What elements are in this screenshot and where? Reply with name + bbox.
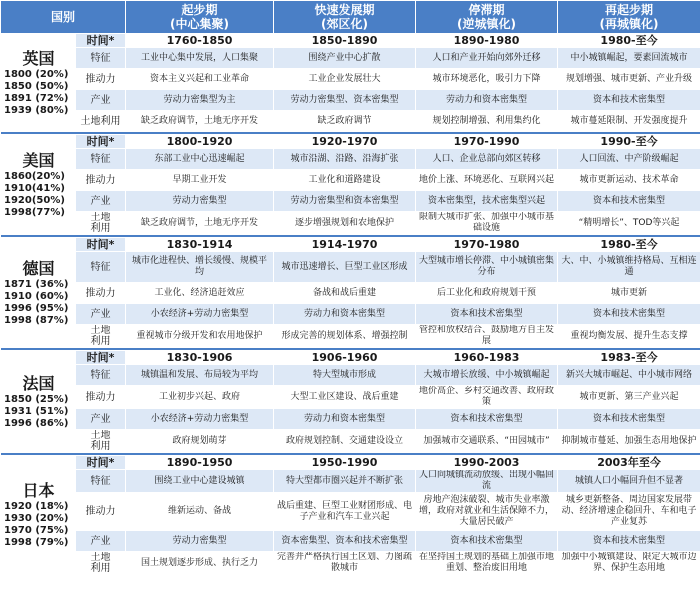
stage-cell: 人口向城镇流动放缓、出现小幅回流 [416,470,558,493]
stage-cell: 资本和技术密集型 [416,304,558,325]
stage-cell: 1990-至今 [558,135,700,149]
stage-cell: 大城市增长放缓、中小城镇崛起 [416,365,558,386]
stage-cell: 人口、企业总部向郊区转移 [416,149,558,170]
urbanization-rate: 1970 (75%) [4,525,69,536]
row-label: 土地 利用 [76,212,126,235]
time-row [1,456,700,470]
stage-cell: 小农经济+劳动力密集型 [126,304,274,325]
stage-cell: 规划增强、城市更新、产业升级 [558,69,700,90]
stage-cell: 1970-1990 [416,135,558,149]
stage-cell: 劳动力密集型 [126,531,274,552]
country-cell [1,456,76,575]
urbanization-rate: 1930 (20%) [4,513,69,524]
stage-cell: 1960-1983 [416,351,558,365]
urbanization-rate: 1910(41%) [4,182,65,194]
stage-cell: 政府规划控制、交通建设设立 [274,430,416,453]
country-cell [1,238,76,348]
stage-cell: 规划控制增强、利用集约化 [416,111,558,132]
urbanization-rate: 1800 (20%) [4,68,69,80]
stage-cell: 城市更新 [558,283,700,304]
table-row [1,90,700,111]
stage-cell: 重视均衡发展、提升生态支撑 [558,325,700,348]
stage-cell: 资本和技术密集型 [558,90,700,111]
row-label: 土地 利用 [76,552,126,575]
stage-cell: 1980-至今 [558,238,700,252]
stage-cell: 劳动力和资本密集型 [274,304,416,325]
stage-cell: 缺乏政府调节 [274,111,416,132]
stage-cell: 加强中小城镇建设、限定大城市边界、保护生态用地 [558,552,700,575]
stage-cell: 城市沿湖、沿路、沿海扩张 [274,149,416,170]
stage-cell: 房地产泡沫破裂、城市失业率激增，政府对就业和生活保障不力，大量居民破产 [416,493,558,531]
table-row [1,493,700,531]
stage-cell: 重视城市分级开发和农用地保护 [126,325,274,348]
row-label: 产业 [76,409,126,430]
stage-cell: 在坚持国土规划的基础上加强市地重划、整治废旧用地 [416,552,558,575]
urbanization-rate: 1860(20%) [4,170,65,182]
stage-cell: 地价上涨、环境恶化、互联网兴起 [416,170,558,191]
stage-cell: 1830-1914 [126,238,274,252]
table-row [1,48,700,69]
stage-cell: 城市化进程快、增长缓慢、规模平均 [126,252,274,283]
stage-cell: 1850-1890 [274,34,416,48]
stage-cell: 完善并严格执行国土区划、力图疏散城市 [274,552,416,575]
stage-cell: 1914-1970 [274,238,416,252]
urbanization-rate: 1939 (80%) [4,104,69,116]
row-label: 土地利用 [76,111,126,132]
row-label: 推动力 [76,283,126,304]
stage-cell: 资本和技术密集型 [416,409,558,430]
stage-cell: 维新运动、备战 [126,493,274,531]
stage-cell: 特大型城市形成 [274,365,416,386]
table-row [1,409,700,430]
stage-cell: 资本和技术密集型 [416,531,558,552]
stage-cell: 地价高企、乡村交通改善、政府政策 [416,386,558,409]
stage-cell: 城乡更新整备、周边国家发展带动、经济增速企稳回升、车和电子产业复苏 [558,493,700,531]
stage-cell: 城市更新运动、技术革命 [558,170,700,191]
stage-cell: 人口和产业开始向郊外迁移 [416,48,558,69]
stage-cell: 备战和战后重建 [274,283,416,304]
stage-cell: 劳动力密集型为主 [126,90,274,111]
stage-cell: 逐步增强规划和农地保护 [274,212,416,235]
country-cell [1,34,76,132]
country-cell [1,351,76,453]
stage-cell: 缺乏政府调节，土地无序开发 [126,111,274,132]
row-label: 推动力 [76,170,126,191]
table-row [1,69,700,90]
table-row [1,111,700,132]
row-label: 产业 [76,531,126,552]
table-row [1,430,700,453]
row-label: 推动力 [76,69,126,90]
urbanization-rate: 1996 (86%) [4,417,69,429]
stage-cell: 资本和技术密集型 [558,304,700,325]
row-label: 特征 [76,470,126,493]
stage-cell: 城市更新、第三产业兴起 [558,386,700,409]
country-cell [1,135,76,235]
stage-cell: 城镇人口小幅回升但不显著 [558,470,700,493]
stage-cell: 1980-至今 [558,34,700,48]
row-label: 特征 [76,48,126,69]
stage-cell: 政府规划萌芽 [126,430,274,453]
stage-cell: 小农经济+劳动力密集型 [126,409,274,430]
stage-cell: 东部工业中心迅速崛起 [126,149,274,170]
stage-cell: 围绕产业中心扩散 [274,48,416,69]
urbanization-rate: 1931 (51%) [4,405,69,417]
row-label: 土地 利用 [76,430,126,453]
row-label: 产业 [76,304,126,325]
stage-cell: 1800-1920 [126,135,274,149]
stage-cell: 资本和技术密集型 [558,409,700,430]
row-label: 推动力 [76,386,126,409]
stage-cell: 1920-1970 [274,135,416,149]
stage-cell: 工业初步兴起、政府 [126,386,274,409]
stage-cell: 1970-1980 [416,238,558,252]
row-label: 特征 [76,149,126,170]
urbanization-rate: 1850 (25%) [4,393,69,405]
urbanization-rate: 1998 (79%) [4,537,69,548]
stage-cell: 劳动力密集型 [126,191,274,212]
table-row [1,170,700,191]
table-row [1,149,700,170]
stage-cell: 特大型都市圈兴起并不断扩张 [274,470,416,493]
stage-cell: 城市蔓延限制、开发强度提升 [558,111,700,132]
urbanization-rate: 1871 (36%) [4,278,69,290]
stage-cell: 抑制城市蔓延、加强生态用地保护 [558,430,700,453]
urbanization-rate: 1998 (87%) [4,314,69,326]
row-label: 时间* [76,238,126,252]
stage-cell: “精明增长”、TOD等兴起 [558,212,700,235]
stage-cell: 资本和技术密集型 [558,191,700,212]
stage-cell: 国土规划逐步形成、执行乏力 [126,552,274,575]
row-label: 土地 利用 [76,325,126,348]
stage-cell: 城市环境恶化，吸引力下降 [416,69,558,90]
urbanization-rate: 1998(77%) [4,206,65,218]
stage-cell: 限制大城市扩张、加强中小城市基础设施 [416,212,558,235]
table-row [1,386,700,409]
stage-cell: 后工业化和政府规划干预 [416,283,558,304]
header-stage-restart: 再起步期 (再城镇化) [558,1,700,34]
stage-cell: 1983-至今 [558,351,700,365]
stage-cell: 新兴大城市崛起、中小城市网络 [558,365,700,386]
stage-cell: 1890-1980 [416,34,558,48]
stage-cell: 缺乏政府调节，土地无序开发 [126,212,274,235]
row-label: 特征 [76,252,126,283]
row-label: 特征 [76,365,126,386]
stage-cell: 围绕工业中心建设城镇 [126,470,274,493]
stage-cell: 管控和放权结合、鼓励地方自主发展 [416,325,558,348]
urbanization-rate: 1850 (50%) [4,80,69,92]
table-row [1,252,700,283]
country-name: 美国 [22,150,55,170]
stage-cell: 城镇温和发展、布局较为平均 [126,365,274,386]
row-label: 产业 [76,191,126,212]
stage-cell: 1950-1990 [274,456,416,470]
row-label: 时间* [76,34,126,48]
urbanization-rate: 1996 (95%) [4,302,69,314]
table-row [1,365,700,386]
stage-cell: 1830-1906 [126,351,274,365]
header-country: 国别 [1,1,126,34]
country-name: 英国 [22,48,55,68]
stage-cell: 劳动力和资本密集型 [416,90,558,111]
country-name: 日本 [22,481,55,500]
urbanization-rate: 1891 (72%) [4,92,69,104]
stage-cell: 早期工业开发 [126,170,274,191]
stage-cell: 1890-1950 [126,456,274,470]
row-label: 时间* [76,351,126,365]
stage-cell: 1990-2003 [416,456,558,470]
stage-cell: 资本密集型，技术密集型兴起 [416,191,558,212]
stage-cell: 劳动力和资本密集型 [274,409,416,430]
table-row [1,470,700,493]
stage-cell: 人口回流、中产阶级崛起 [558,149,700,170]
table-row [1,283,700,304]
row-label: 推动力 [76,493,126,531]
stage-cell: 战后重建、巨型工业财团形成、电子产业和汽车工业兴起 [274,493,416,531]
header-stage-stagnation: 停滞期 (逆城镇化) [416,1,558,34]
row-label: 时间* [76,135,126,149]
stage-cell: 大型工业区建设、战后重建 [274,386,416,409]
stage-cell: 1906-1960 [274,351,416,365]
table-row [1,191,700,212]
country-name: 德国 [22,258,55,278]
header-stage-fast: 快速发展期 (郊区化) [274,1,416,34]
country-name: 法国 [22,373,55,393]
time-row [1,238,700,252]
urbanization-rate: 1910 (60%) [4,290,69,302]
stage-cell: 1760-1850 [126,34,274,48]
table-row [1,325,700,348]
row-label: 产业 [76,90,126,111]
table-row [1,552,700,575]
stage-cell: 资本和技术密集型 [558,531,700,552]
stage-cell: 城市迅速增长、巨型工业区形成 [274,252,416,283]
stage-cell: 2003年至今 [558,456,700,470]
urbanization-rate: 1920 (18%) [4,501,69,512]
urbanization-rate: 1920(50%) [4,194,65,206]
table-row [1,531,700,552]
stage-cell: 工业化、经济追赶效应 [126,283,274,304]
stage-cell: 中小城镇崛起，要素回流城市 [558,48,700,69]
stage-cell: 资本密集型、资本和技术密集型 [274,531,416,552]
table-row [1,212,700,235]
stage-cell: 加强城市交通联系、“田园城市” [416,430,558,453]
stage-cell: 劳动力密集型、资本密集型 [274,90,416,111]
stage-cell: 工业中心集中发展，人口集聚 [126,48,274,69]
stage-cell: 劳动力密集型和资本密集型 [274,191,416,212]
stage-cell: 资本主义兴起和工业革命 [126,69,274,90]
row-label: 时间* [76,456,126,470]
stage-cell: 形成完善的规划体系、增强控制 [274,325,416,348]
stage-cell: 工业化和道路建设 [274,170,416,191]
header-stage-start: 起步期 (中心集聚) [126,1,274,34]
time-row [1,351,700,365]
table-row [1,304,700,325]
stage-cell: 工业企业发展壮大 [274,69,416,90]
time-row [1,34,700,48]
header-row [1,1,700,34]
stage-cell: 大型城市增长停滞、中小城镇密集分布 [416,252,558,283]
time-row [1,135,700,149]
stage-cell: 大、中、小城镇维持格局、互相连通 [558,252,700,283]
